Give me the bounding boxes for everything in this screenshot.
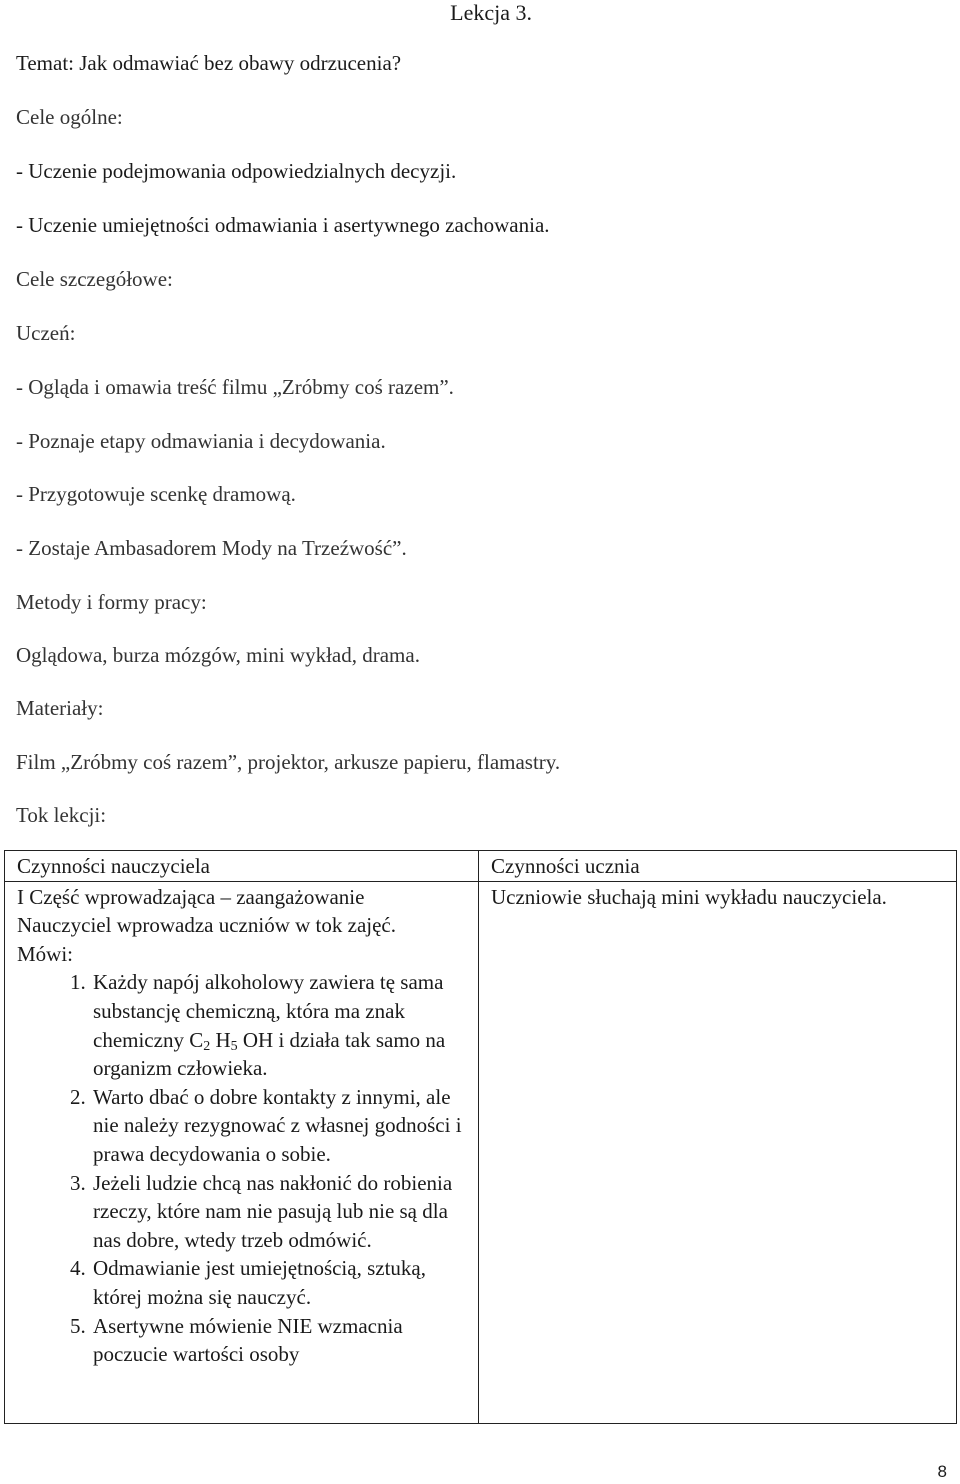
student-activities-header: Czynności ucznia bbox=[479, 851, 957, 882]
general-goals-heading: Cele ogólne: bbox=[16, 105, 123, 129]
methods-text: Oglądowa, burza mózgów, mini wykład, drama. bbox=[16, 643, 420, 667]
table-row bbox=[5, 881, 957, 1423]
general-goal-item: - Uczenie podejmowania odpowiedzialnych decyzji. bbox=[16, 159, 457, 183]
lesson-flow-heading: Tok lekcji: bbox=[16, 803, 107, 827]
list-item: 2. Warto dbać o dobre kontakty z innymi, ale nie należy rezygnować z własnej godności i prawa decydowania o sobie. bbox=[91, 1083, 468, 1169]
materials-text: Film „Zróbmy coś razem”, projektor, arkusze papieru, flamastry. bbox=[16, 750, 561, 774]
intro-line: I Część wprowadzająca – zaangażowanie bbox=[17, 884, 365, 909]
list-item: 3. Jeżeli ludzie chcą nas nakłonić do robienia rzeczy, które nam nie pasują lub nie są dla nas dobre, wtedy trzeb odmówić. bbox=[91, 1169, 468, 1255]
lesson-activities-table bbox=[4, 850, 957, 1424]
teacher-points-list bbox=[17, 968, 468, 1368]
point-text: OH i działa tak samo na organizm człowieka. bbox=[93, 1027, 446, 1081]
list-item bbox=[91, 968, 468, 1082]
intro-line: Mówi: bbox=[17, 941, 74, 966]
specific-goals-heading: Cele szczegółowe: bbox=[16, 267, 173, 291]
methods-heading: Metody i formy pracy: bbox=[16, 590, 207, 614]
subscript: 2 bbox=[203, 1038, 211, 1054]
student-activities-cell: Uczniowie słuchają mini wykładu nauczyciela. bbox=[479, 881, 957, 1423]
teacher-activities-header: Czynności nauczyciela bbox=[5, 851, 479, 882]
general-goal-item: - Uczenie umiejętności odmawiania i asertywnego zachowania. bbox=[16, 213, 550, 237]
page-number: 8 bbox=[937, 1462, 947, 1481]
topic-heading: Temat: Jak odmawiać bez obawy odrzucenia? bbox=[16, 51, 402, 75]
subscript: 5 bbox=[230, 1038, 238, 1054]
materials-heading: Materiały: bbox=[16, 696, 104, 720]
specific-goal-item: - Ogląda i omawia treść filmu „Zróbmy coś razem”. bbox=[16, 375, 454, 399]
intro-line: Nauczyciel wprowadza uczniów w tok zajęć. bbox=[17, 913, 396, 938]
student-label: Uczeń: bbox=[16, 321, 76, 345]
list-item: 4. Odmawianie jest umiejętnością, sztuką, której można się nauczyć. bbox=[91, 1254, 468, 1311]
specific-goal-item: - Zostaje Ambasadorem Mody na Trzeźwość”. bbox=[16, 536, 407, 560]
specific-goal-item: - Przygotowuje scenkę dramową. bbox=[16, 482, 296, 506]
teacher-activities-cell bbox=[5, 881, 479, 1423]
point-text: H bbox=[210, 1027, 231, 1052]
point-text: Każdy napój alkoholowy zawiera tę sama substancję chemiczną, która ma znak chemiczny C bbox=[93, 970, 444, 1052]
table-header-row bbox=[5, 851, 957, 882]
specific-goal-item: - Poznaje etapy odmawiania i decydowania. bbox=[16, 429, 386, 453]
lesson-number: Lekcja 3. bbox=[450, 0, 532, 25]
list-item: 5. Asertywne mówienie NIE wzmacnia poczucie wartości osoby bbox=[91, 1312, 468, 1369]
